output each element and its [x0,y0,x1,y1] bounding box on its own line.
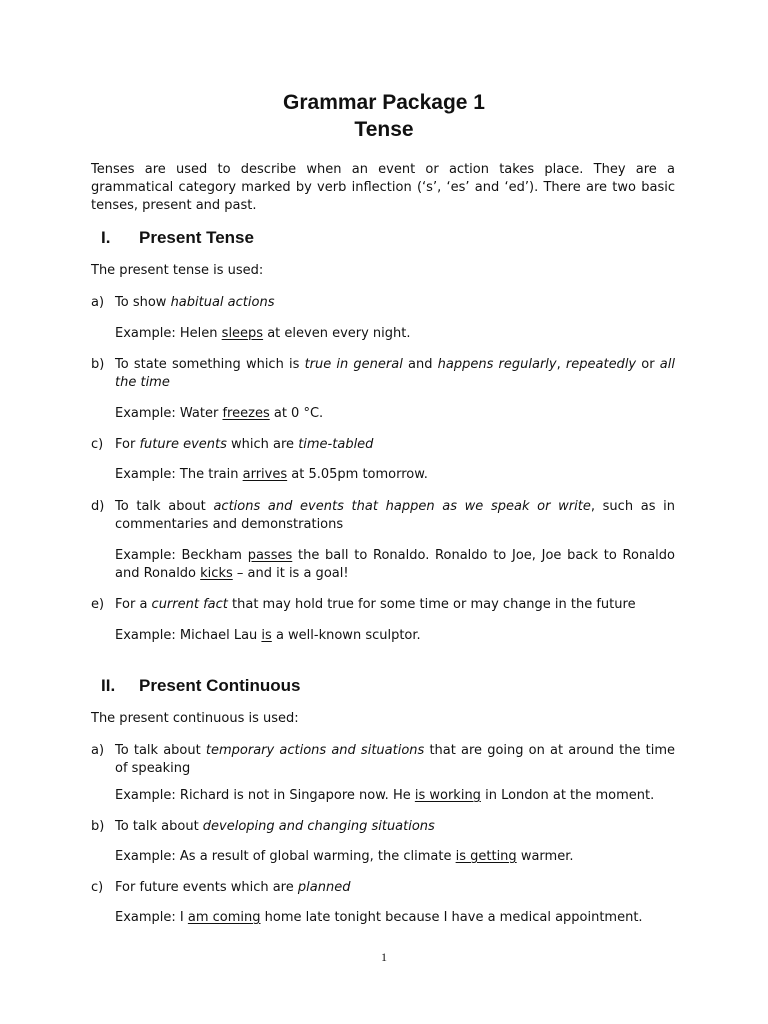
list-item [91,294,675,312]
list-text: To talk about developing and changing situations [115,819,435,834]
list-item [91,596,675,614]
section-lead: The present tense is used: [91,263,264,278]
list-text: To talk about actions and events that happen as we speak or write, such as in commentaries and demonstrations [115,499,676,532]
example-text: Example: Beckham passes the ball to Ronaldo. Ronaldo to Joe, Joe back to Ronaldo and Ronaldo kicks – and it is a goal! [115,548,675,581]
section-number: II. [101,676,116,695]
list-label: e) [91,597,105,612]
section-heading-present-continuous [101,676,301,696]
list-item [91,879,675,897]
document-title: Grammar Package 1 [283,91,485,114]
document-subtitle: Tense [354,118,414,141]
section-title: Present Tense [139,228,254,247]
example-text: Example: Water freezes at 0 °C. [115,406,324,421]
example-text: Example: I am coming home late tonight because I have a medical appointment. [115,910,643,925]
list-label: d) [91,499,105,514]
list-label: c) [91,880,104,895]
list-label: b) [91,819,105,834]
example-text: Example: Helen sleeps at eleven every night. [115,326,411,341]
section-lead: The present continuous is used: [91,711,299,726]
list-text: To talk about temporary actions and situations that are going on at around the time of speaking [115,743,675,776]
section-title: Present Continuous [139,676,301,695]
list-text: For future events which are time-tabled [115,437,374,452]
list-label: b) [91,357,105,372]
list-text: To show habitual actions [115,295,275,310]
example-text: Example: As a result of global warming, the climate is getting warmer. [115,849,574,864]
list-text: To state something which is true in general and happens regularly, repeatedly or all the time [115,357,675,390]
intro-paragraph: Tenses are used to describe when an event or action takes place. They are a grammatical category marked by verb inflection (‘s’, ‘es’ and ‘ed’). There are two basic tenses, present and past. [91,162,675,213]
list-item [91,818,675,836]
list-item [91,742,675,778]
list-item [91,498,675,534]
list-text: For future events which are planned [115,880,351,895]
list-item [91,356,675,392]
list-label: a) [91,295,105,310]
list-text: For a current fact that may hold true for some time or may change in the future [115,597,636,612]
example-text: Example: The train arrives at 5.05pm tomorrow. [115,467,428,482]
list-label: c) [91,437,104,452]
example-text: Example: Richard is not in Singapore now. He is working in London at the moment. [115,788,655,803]
page-number: 1 [381,950,387,964]
list-label: a) [91,743,105,758]
section-number: I. [101,228,111,247]
section-heading-present-tense [101,228,254,248]
list-item [91,436,675,454]
example-text: Example: Michael Lau is a well-known sculptor. [115,628,421,643]
